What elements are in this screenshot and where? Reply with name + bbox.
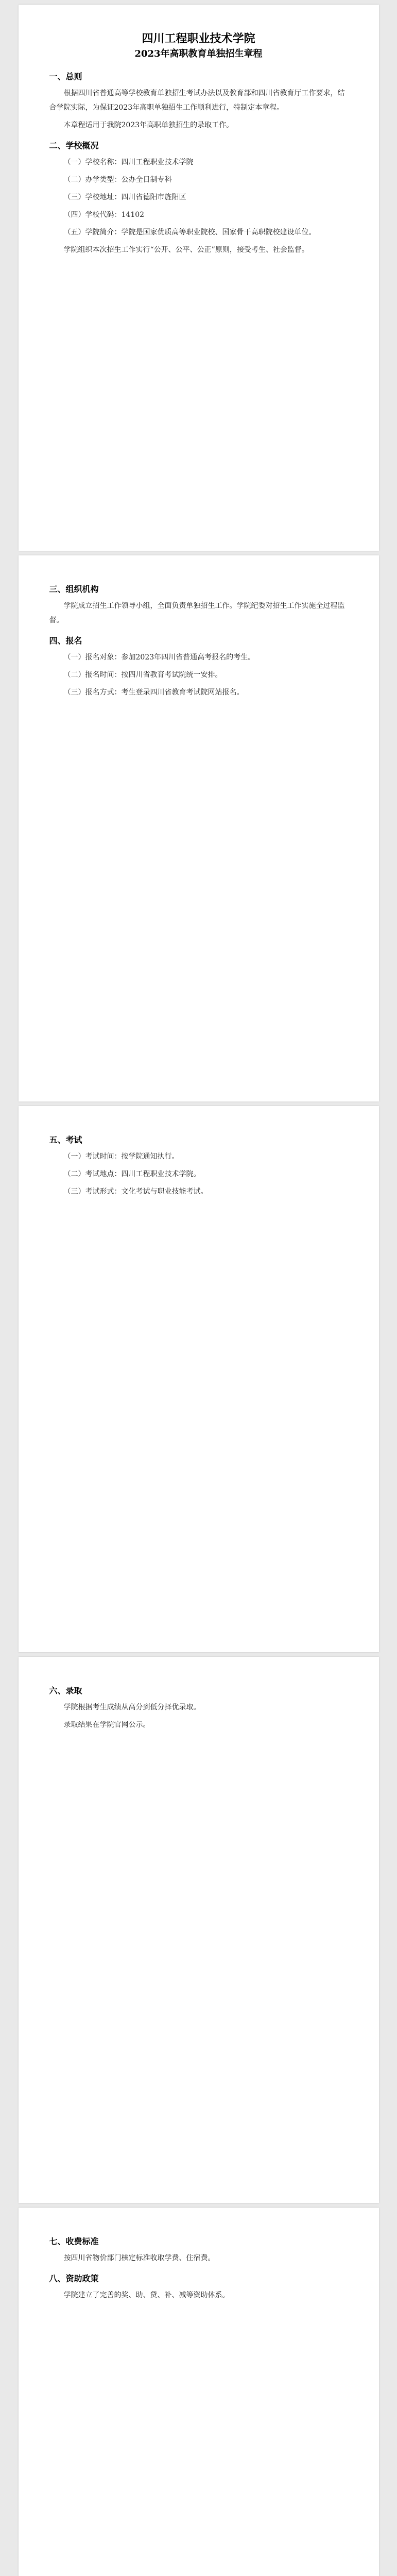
school-title: 四川工程职业技术学院 <box>142 32 255 45</box>
section-1-para-2: 本章程适用于我院2023年高职单独招生的录取工作。 <box>63 121 234 129</box>
section-4-item: （二）报名时间：按四川省教育考试院统一安排。 <box>63 671 222 679</box>
section-4-item: （一）报名对象：参加2023年四川省普通高考报名的考生。 <box>63 653 255 662</box>
section-6-para-2: 录取结果在学院官网公示。 <box>63 1721 150 1729</box>
page-2 <box>19 555 379 1101</box>
section-6-para-1: 学院根据考生成绩从高分到低分择优录取。 <box>63 1703 201 1711</box>
section-6-heading: 六、录取 <box>49 1686 82 1696</box>
section-8-para-1: 学院建立了完善的奖、助、贷、补、减等资助体系。 <box>63 2291 230 2299</box>
section-1-heading: 一、总则 <box>49 72 82 81</box>
section-4-heading: 四、报名 <box>49 636 82 646</box>
section-2-item: （五）学院简介：学院是国家优质高等职业院校、国家骨干高职院校建设单位。 <box>63 228 316 236</box>
page-5 <box>19 2208 379 2576</box>
page-4 <box>19 1657 379 2203</box>
section-3-heading: 三、组织机构 <box>49 584 99 594</box>
section-2-item: （四）学校代码：14102 <box>63 211 145 219</box>
section-7-heading: 七、收费标准 <box>49 2236 99 2246</box>
section-1-para-1: 根据四川省普通高等学校教育单独招生考试办法以及教育部和四川省教育厅工作要求，结合学院实际，为保证2023年高职单独招生工作顺利进行，特制定本章程。 <box>49 89 345 112</box>
section-8-heading: 八、资助政策 <box>49 2274 99 2283</box>
section-2-item: （一）学校名称：四川工程职业技术学院 <box>63 158 194 166</box>
document-title: 2023年高职教育单独招生章程 <box>134 48 263 59</box>
section-2-item: （二）办学类型：公办全日制专科 <box>63 176 172 184</box>
section-7-para-1: 按四川省物价部门核定标准收取学费、住宿费。 <box>63 2254 215 2262</box>
section-2-para-1: 学院组织本次招生工作实行“公开、公平、公正”原则，接受考生、社会监督。 <box>63 246 309 254</box>
section-3-para-1: 学院成立招生工作领导小组，全面负责单独招生工作。学院纪委对招生工作实施全过程监督。 <box>49 602 345 624</box>
section-4-item: （三）报名方式：考生登录四川省教育考试院网站报名。 <box>63 688 244 697</box>
section-5-item: （三）考试形式：文化考试与职业技能考试。 <box>63 1188 208 1196</box>
document <box>0 5 397 2576</box>
section-5-heading: 五、考试 <box>49 1135 82 1145</box>
page-1 <box>19 5 379 551</box>
section-5-item: （一）考试时间：按学院通知执行。 <box>63 1153 179 1161</box>
page-3 <box>19 1106 379 1652</box>
section-2-item: （三）学校地址：四川省德阳市旌阳区 <box>63 193 186 201</box>
section-5-item: （二）考试地点：四川工程职业技术学院。 <box>63 1170 201 1178</box>
section-2-heading: 二、学校概况 <box>49 141 99 150</box>
